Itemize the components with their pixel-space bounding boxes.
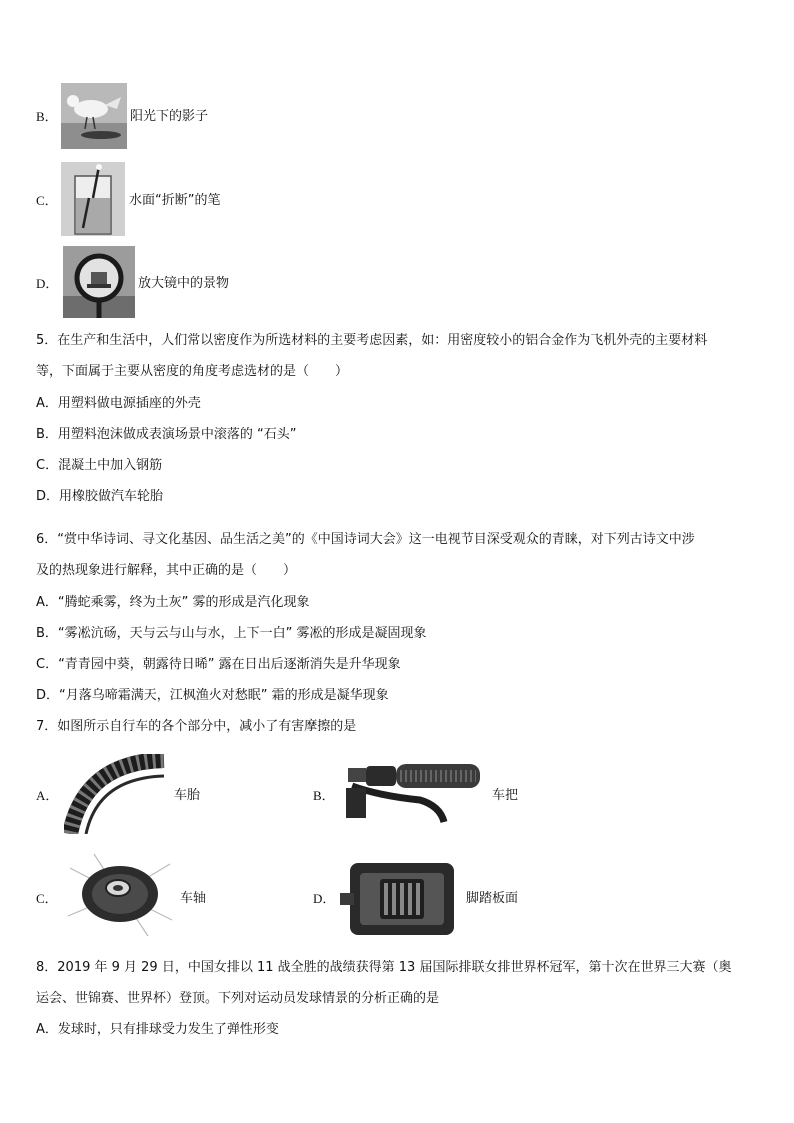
q7-option-c-letter: C． bbox=[36, 891, 58, 906]
pigeon-shadow-photo-icon bbox=[61, 83, 127, 149]
pedal-photo-icon bbox=[340, 857, 464, 941]
q8-stem-line2: 运会、世锦赛、世界杯）登顶。下列对运动员发球情景的分析正确的是 bbox=[36, 991, 440, 1006]
axle-photo-icon bbox=[64, 850, 176, 938]
q6-option-b: B．“雾凇沆砀，天与云与山与水，上下一白” 雾凇的形成是凝固现象 bbox=[36, 626, 427, 641]
q6-stem-line2: 及的热现象进行解释，其中正确的是（ ） bbox=[36, 563, 297, 578]
q7-option-b-text: 车把 bbox=[492, 788, 519, 803]
q6-option-d: D．“月落乌啼霜满天，江枫渔火对愁眠” 霜的形成是凝华现象 bbox=[36, 688, 389, 703]
q5-option-b: B．用塑料泡沫做成表演场景中滚落的 “石头” bbox=[36, 427, 297, 442]
q5-stem-line1: 5．在生产和生活中，人们常以密度作为所选材料的主要考虑因素，如：用密度较小的铝合金作为飞机外壳的主要材料 bbox=[36, 333, 708, 348]
pen-in-water-photo-icon bbox=[61, 162, 125, 236]
q7-option-a-letter: A． bbox=[36, 788, 59, 803]
tire-photo-icon bbox=[64, 754, 168, 834]
q7-option-d-text: 脚踏板面 bbox=[466, 891, 519, 906]
q5-option-a: A．用塑料做电源插座的外壳 bbox=[36, 396, 201, 411]
q7-option-b-letter: B． bbox=[313, 788, 335, 803]
q4-option-c-text: 水面“折断”的笔 bbox=[129, 193, 221, 208]
q5-stem-line2: 等，下面属于主要从密度的角度考虑选材的是（ ） bbox=[36, 364, 349, 379]
q7-option-d-letter: D． bbox=[313, 891, 336, 906]
q7-option-a-text: 车胎 bbox=[174, 788, 201, 803]
q6-stem-line1: 6．“赏中华诗词、寻文化基因、品生活之美”的《中国诗词大会》这一电视节目深受观众的青睐，对下列古诗文中涉 bbox=[36, 532, 695, 547]
q6-option-a: A．“腾蛇乘雾，终为土灰” 雾的形成是汽化现象 bbox=[36, 595, 310, 610]
q8-stem-line1: 8．2019 年 9 月 29 日，中国女排以 11 战全胜的战绩获得第 13 届国际排联女排世界杯冠军，第十次在世界三大赛（奥 bbox=[36, 960, 732, 975]
handlebar-photo-icon bbox=[340, 756, 490, 828]
q4-option-d-letter: D． bbox=[36, 276, 59, 291]
q4-option-d-text: 放大镜中的景物 bbox=[138, 276, 230, 291]
q7-stem: 7．如图所示自行车的各个部分中，减小了有害摩擦的是 bbox=[36, 719, 357, 734]
q4-option-c-letter: C． bbox=[36, 193, 58, 208]
q5-option-d: D．用橡胶做汽车轮胎 bbox=[36, 489, 164, 504]
magnifier-photo-icon bbox=[63, 246, 135, 318]
q7-option-c-text: 车轴 bbox=[180, 891, 207, 906]
q6-option-c: C．“青青园中葵，朝露待日晞” 露在日出后逐渐消失是升华现象 bbox=[36, 657, 401, 672]
q8-option-a: A．发球时，只有排球受力发生了弹性形变 bbox=[36, 1022, 279, 1037]
q4-option-b-text: 阳光下的影子 bbox=[130, 109, 209, 124]
q4-option-b-letter: B． bbox=[36, 109, 58, 124]
q5-option-c: C．混凝土中加入钢筋 bbox=[36, 458, 163, 473]
